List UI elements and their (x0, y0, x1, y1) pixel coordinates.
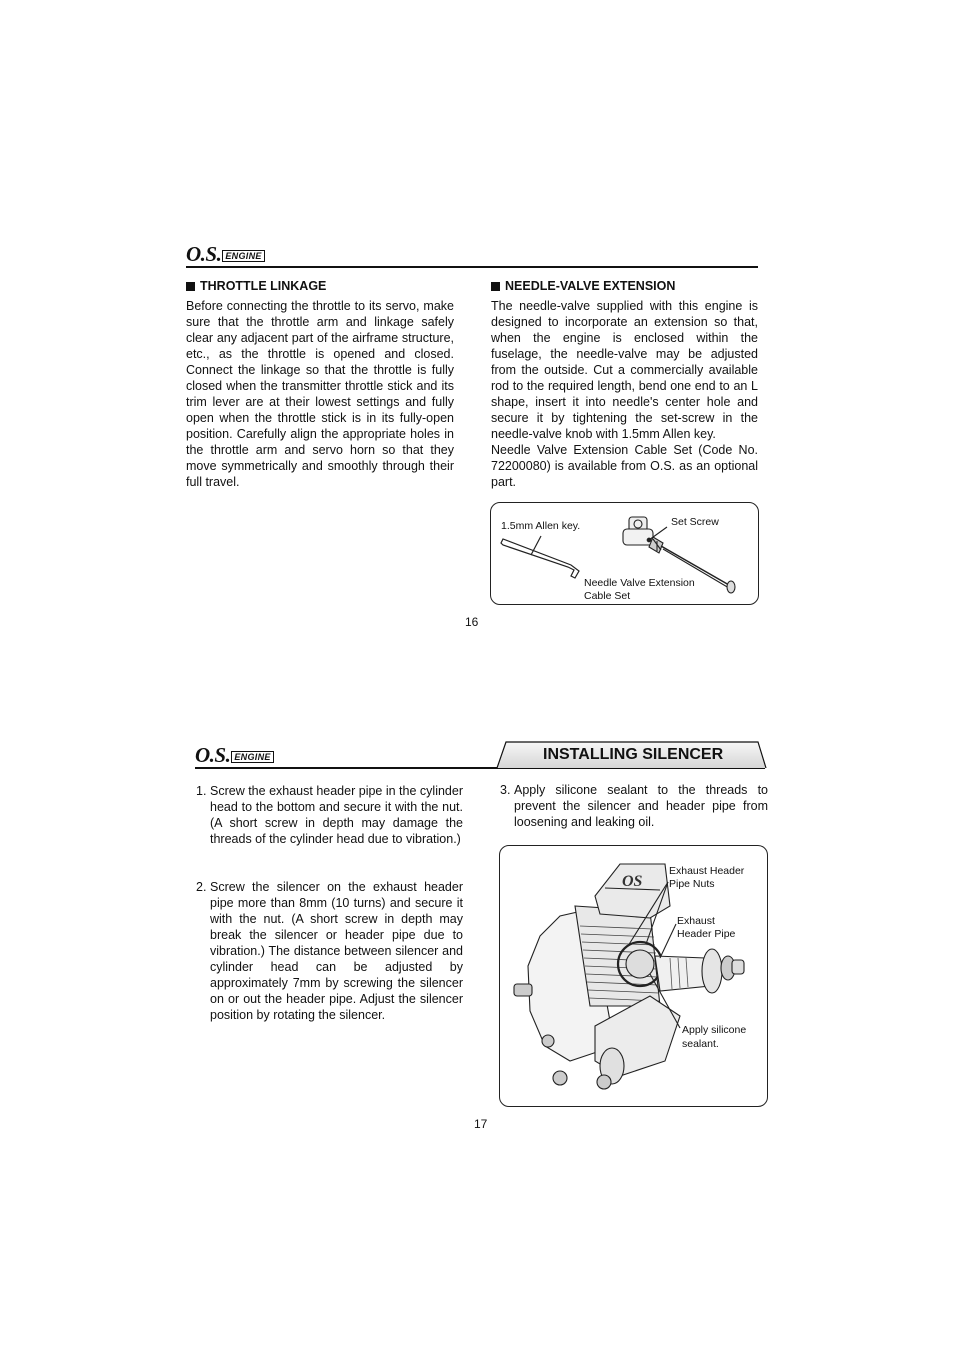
needle-valve-body: The needle-valve supplied with this engine is designed to incorporate an extension so that, when the engine is enclosed within the fuselage, the needle-valve may be adjusted from the outside. Cut a commercially available rod to the required length, bend one end to an L shape, insert it into needle's center hole and secure it by tightening the set-screw in the needle-valve knob with 1.5mm Allen key. (491, 299, 758, 441)
logo-main-text: O.S. (195, 743, 231, 767)
step-number: 2. (196, 880, 207, 894)
throttle-linkage-body: Before connecting the throttle to its servo, make sure that the throttle arm and linkage safely clear any adjacent part of the airframe structure, etc., as the throttle is opened and closed. Connect the linkage so that the throttle is fully closed when the transmitter throttle stick and its trim lever are at their lowest settings and fully open when the throttle stick is in its fully-open position. Carefully align the appropriate holes in the throttle arm and servo horn so that they move symmetrically and smoothly through their full travel. (186, 299, 454, 489)
header-rule (186, 266, 758, 268)
step-text: Apply silicone sealant to the threads to prevent the silencer and header pipe from loosening and leaking oil. (514, 783, 768, 829)
page-number-16: 16 (465, 615, 479, 629)
silencer-end-shape (702, 949, 722, 993)
header-rule (195, 767, 497, 769)
header-pipe-label-line2: Header Pipe (677, 928, 736, 940)
exhaust-nuts-label-line2: Pipe Nuts (669, 878, 715, 890)
rocker-cover-emblem: OS (622, 873, 643, 890)
header-pipe-label-line1: Exhaust (677, 915, 715, 927)
heading-text: NEEDLE-VALVE EXTENSION (505, 279, 676, 293)
needle-valve-figure (490, 502, 759, 605)
os-engine-logo (195, 743, 274, 768)
throttle-linkage-heading (186, 279, 326, 293)
allen-key-label: 1.5mm Allen key. (501, 520, 581, 532)
logo-sub-text: ENGINE (222, 250, 264, 262)
heading-bullet (491, 282, 500, 291)
step-number: 3. (500, 783, 511, 797)
sealant-label-line1: Apply silicone (682, 1024, 747, 1036)
step-1 (196, 783, 463, 847)
needle-valve-cable-note: Needle Valve Extension Cable Set (Code No. 72200080) is available from O.S. as an optional part. (491, 443, 758, 489)
exhaust-nuts-label-line1: Exhaust Header (669, 865, 745, 877)
step-text: Screw the silencer on the exhaust header pipe more than 8mm (10 turns) and secure it with the nut. (A short screw in depth may break the silencer or header pipe due to vibration.) The distance between silencer and cylinder head can be adjusted by approximately 7mm by screwing the silencer on or out the header pipe. Adjust the silencer position by rotating the silencer. (210, 880, 463, 1022)
silencer-figure (499, 845, 768, 1107)
heading-text: THROTTLE LINKAGE (200, 279, 327, 293)
engine-silencer-diagram (500, 846, 767, 1106)
sealant-label-line2: sealant. (682, 1038, 719, 1050)
set-screw-label: Set Screw (671, 516, 719, 528)
step-2 (196, 879, 463, 1023)
os-engine-logo (186, 242, 265, 267)
heading-bullet (186, 282, 195, 291)
cable-set-label-line1: Needle Valve Extension (584, 577, 695, 589)
step-text: Screw the exhaust header pipe in the cylinder head to the bottom and secure it with the nut. (A short screw in depth may damage the threads of the cylinder head due to vibration.) (210, 784, 463, 846)
allen-key-drawing (501, 536, 579, 578)
cable-set-label-line2: Cable Set (584, 590, 631, 602)
logo-main-text: O.S. (186, 242, 222, 266)
step-3 (500, 782, 768, 830)
page-number-17: 17 (474, 1117, 488, 1131)
logo-sub-text: ENGINE (231, 751, 273, 763)
needle-valve-heading (491, 279, 675, 293)
section-title: INSTALLING SILENCER (543, 746, 724, 763)
step-number: 1. (196, 784, 207, 798)
